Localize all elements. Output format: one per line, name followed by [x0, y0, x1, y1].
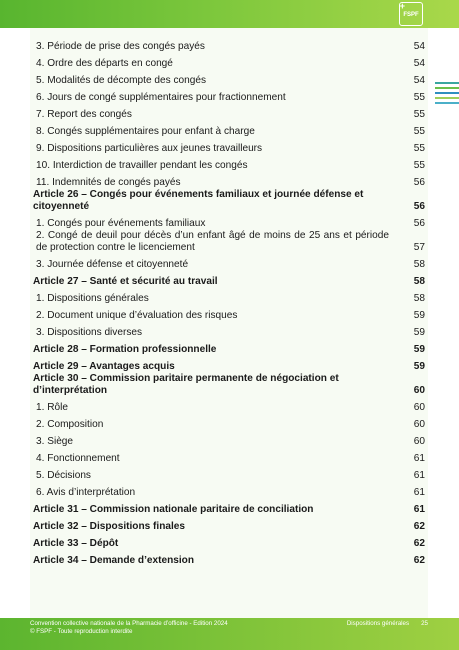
toc-entry-row[interactable]	[30, 87, 428, 104]
footer-right	[347, 620, 428, 627]
toc-entry-page: 58	[413, 293, 425, 304]
toc-entry-page: 54	[413, 58, 425, 69]
toc-entry-page: 61	[413, 453, 425, 464]
toc-article-row[interactable]	[30, 356, 428, 373]
toc-entry-page: 61	[413, 504, 425, 515]
toc-entry-page: 61	[413, 470, 425, 481]
footer-copyright: © FSPF - Toute reproduction interdite	[30, 627, 133, 635]
toc-entry-page: 55	[413, 143, 425, 154]
toc-entry-row[interactable]	[30, 121, 428, 138]
toc-entry-row[interactable]	[30, 138, 428, 155]
toc-entry-title: Article 27 – Santé et sécurité au travail	[33, 276, 218, 287]
toc-entry-page: 54	[413, 41, 425, 52]
toc-article-row[interactable]	[30, 189, 428, 213]
toc-entry-title: 2. Document unique d’évaluation des risques	[36, 310, 238, 321]
toc-entry-title: 3. Dispositions diverses	[36, 327, 143, 338]
toc-entry-row[interactable]	[30, 155, 428, 172]
toc-article-row[interactable]	[30, 373, 428, 397]
toc-entry-page: 61	[413, 487, 425, 498]
toc-entry-title: 8. Congés supplémentaires pour enfant à charge	[36, 126, 255, 137]
toc-entry-row[interactable]	[30, 431, 428, 448]
toc-entry-page: 62	[413, 538, 425, 549]
toc-article-row[interactable]	[30, 550, 428, 567]
fspf-logo: FSPF	[399, 2, 423, 26]
toc-entry-title: 2. Congé de deuil pour décès d’un enfant âgé de moins de 25 ans et période de protection contre le licenciement	[36, 230, 389, 253]
toc-entry-title: 3. Journée défense et citoyenneté	[36, 259, 189, 270]
toc-entry-page: 59	[413, 361, 425, 372]
toc-entry-row[interactable]	[30, 53, 428, 70]
toc-entry-title: 6. Avis d’interprétation	[36, 487, 136, 498]
header-band	[0, 0, 459, 28]
toc-entry-title: Article 31 – Commission nationale paritaire de conciliation	[33, 504, 314, 515]
toc-entry-row[interactable]	[30, 213, 428, 230]
toc-entry-title: 9. Dispositions particulières aux jeunes travailleurs	[36, 143, 263, 154]
toc-entry-row[interactable]	[30, 465, 428, 482]
toc-entry-row[interactable]	[30, 288, 428, 305]
toc-entry-row[interactable]	[30, 172, 428, 189]
toc-entry-page: 60	[413, 436, 425, 447]
toc-entry-title: 6. Jours de congé supplémentaires pour fractionnement	[36, 92, 286, 103]
toc-entry-title: 2. Composition	[36, 419, 104, 430]
toc-entry-row[interactable]	[30, 70, 428, 87]
toc-entry-title: 1. Dispositions générales	[36, 293, 149, 304]
toc-article-row[interactable]	[30, 271, 428, 288]
toc-entry-title: Article 26 – Congés pour événements familiaux et journée défense et citoyenneté	[33, 189, 364, 212]
toc-entry-title: 10. Interdiction de travailler pendant les congés	[36, 160, 248, 171]
toc-entry-page: 59	[413, 344, 425, 355]
toc-entry-page: 60	[413, 385, 425, 396]
toc-entry-title: 1. Congés pour événements familiaux	[36, 218, 206, 229]
toc-entry-page: 62	[413, 521, 425, 532]
toc-entry-title: Article 30 – Commission paritaire permanente de négociation et d’interprétation	[33, 373, 339, 396]
toc-article-row[interactable]	[30, 516, 428, 533]
toc-entry-title: 1. Rôle	[36, 402, 68, 413]
toc-entry-page: 56	[413, 201, 425, 212]
toc-entry-row[interactable]	[30, 254, 428, 271]
toc-entry-page: 57	[413, 242, 425, 253]
toc-entry-title: 3. Période de prise des congés payés	[36, 41, 205, 52]
page-content	[30, 28, 428, 618]
toc-entry-page: 55	[413, 109, 425, 120]
toc-entry-row[interactable]	[30, 230, 428, 254]
toc-entry-page: 54	[413, 75, 425, 86]
table-of-contents	[30, 36, 428, 567]
toc-article-row[interactable]	[30, 339, 428, 356]
toc-entry-row[interactable]	[30, 322, 428, 339]
toc-entry-page: 58	[413, 276, 425, 287]
toc-article-row[interactable]	[30, 533, 428, 550]
toc-entry-title: Article 33 – Dépôt	[33, 538, 119, 549]
toc-entry-row[interactable]	[30, 104, 428, 121]
toc-entry-row[interactable]	[30, 305, 428, 322]
toc-entry-title: 5. Décisions	[36, 470, 91, 481]
footer-section: Dispositions générales	[346, 620, 410, 627]
page-number: 25	[421, 620, 428, 627]
plus-icon: +	[399, 1, 405, 11]
toc-entry-row[interactable]	[30, 482, 428, 499]
toc-entry-page: 59	[413, 327, 425, 338]
side-decoration	[435, 82, 459, 107]
footer-left	[30, 620, 228, 635]
toc-entry-row[interactable]	[30, 414, 428, 431]
toc-entry-title: 7. Report des congés	[36, 109, 132, 120]
toc-entry-page: 59	[413, 310, 425, 321]
toc-entry-title: Article 34 – Demande d’extension	[33, 555, 194, 566]
toc-entry-row[interactable]	[30, 397, 428, 414]
toc-entry-row[interactable]	[30, 448, 428, 465]
toc-entry-title: 4. Fonctionnement	[36, 453, 120, 464]
toc-entry-page: 56	[413, 218, 425, 229]
toc-entry-page: 58	[413, 259, 425, 270]
toc-entry-title: 5. Modalités de décompte des congés	[36, 75, 207, 86]
toc-entry-page: 55	[413, 92, 425, 103]
toc-entry-title: 3. Siège	[36, 436, 74, 447]
footer-publication: Convention collective nationale de la Pharmacie d’officine - Edition 2024	[30, 620, 228, 627]
toc-entry-title: Article 29 – Avantages acquis	[33, 361, 175, 372]
toc-entry-row[interactable]	[30, 36, 428, 53]
toc-entry-page: 60	[413, 402, 425, 413]
toc-article-row[interactable]	[30, 499, 428, 516]
toc-entry-page: 60	[413, 419, 425, 430]
toc-entry-page: 55	[413, 126, 425, 137]
toc-entry-page: 62	[413, 555, 425, 566]
toc-entry-title: 4. Ordre des départs en congé	[36, 58, 173, 69]
toc-entry-title: Article 32 – Dispositions finales	[33, 521, 186, 532]
toc-entry-page: 55	[413, 160, 425, 171]
toc-entry-title: 11. Indemnités de congés payés	[36, 177, 181, 188]
toc-entry-title: Article 28 – Formation professionnelle	[33, 344, 217, 355]
toc-entry-page: 56	[413, 177, 425, 188]
